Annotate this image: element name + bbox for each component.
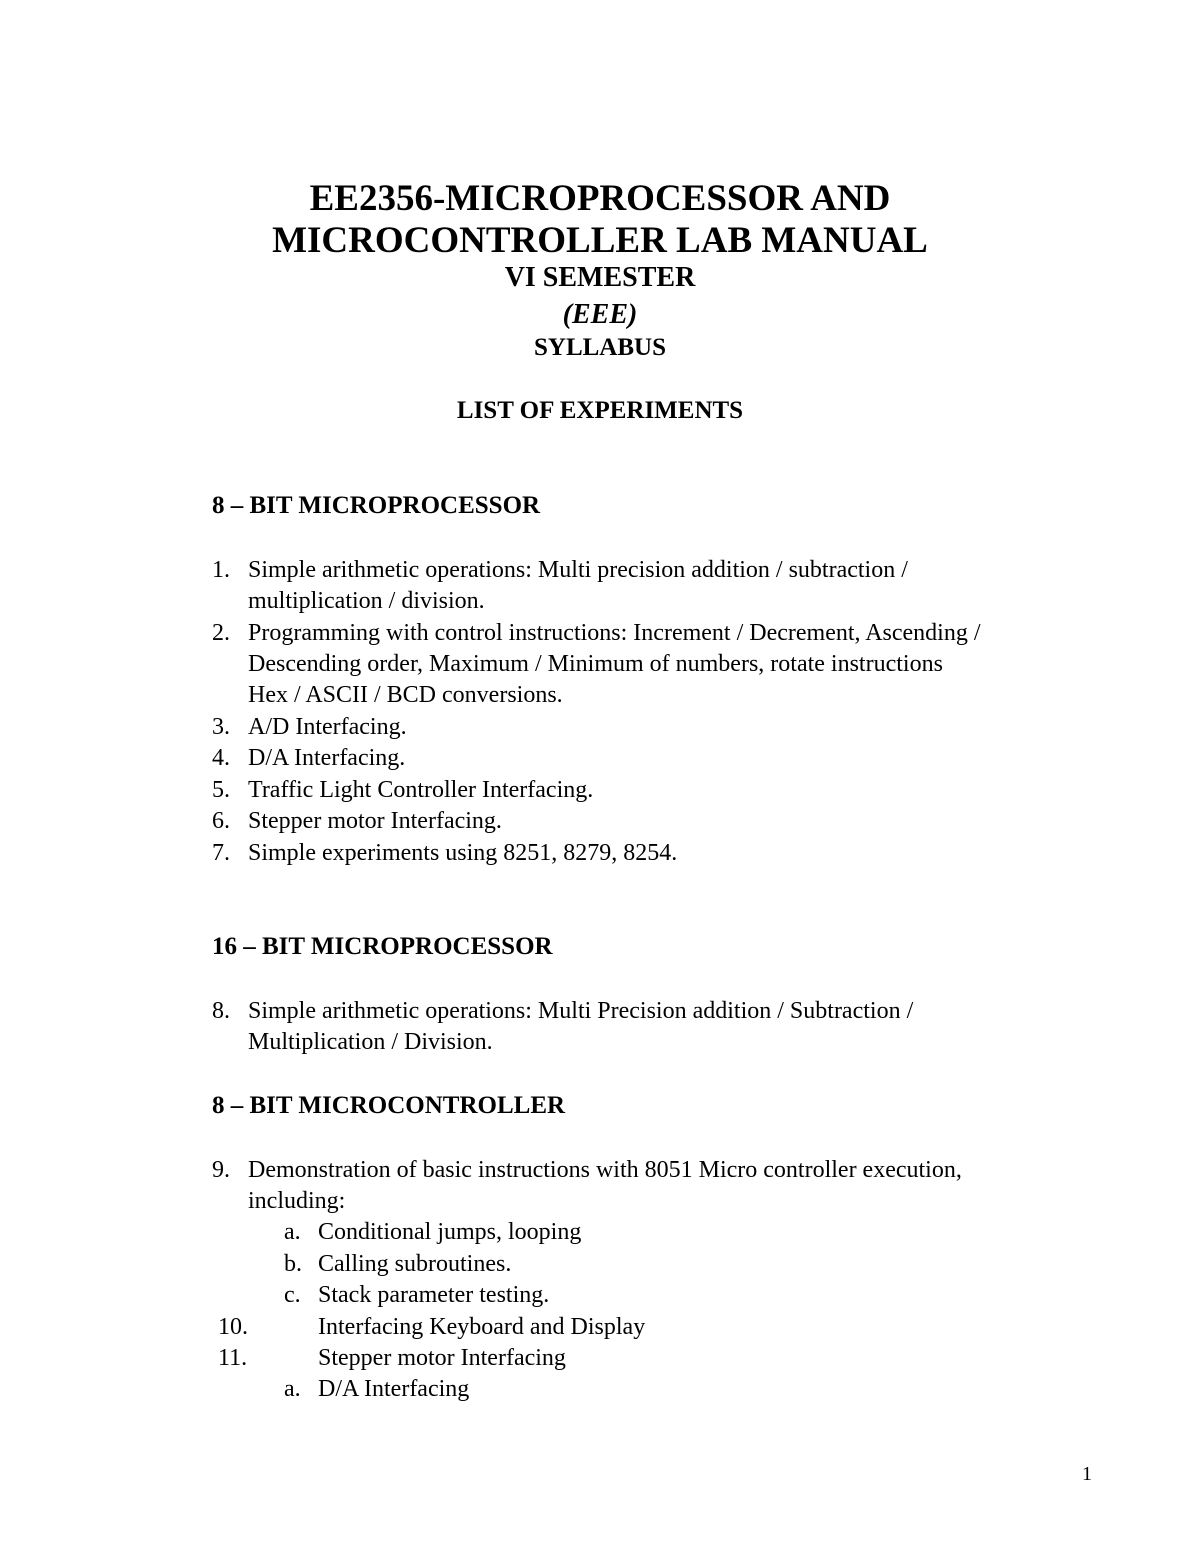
item-letter: a.: [284, 1376, 301, 1402]
item-text: Conditional jumps, looping: [318, 1219, 582, 1245]
item-text: Simple arithmetic operations: Multi precision addition / subtraction /: [248, 557, 908, 583]
item-number: 2.: [212, 620, 230, 646]
item-text: D/A Interfacing: [318, 1376, 470, 1402]
item-letter: a.: [284, 1219, 301, 1245]
item-text: Descending order, Maximum / Minimum of numbers, rotate instructions: [248, 651, 943, 677]
item-text: multiplication / division.: [248, 588, 485, 614]
item-text: including:: [248, 1188, 346, 1214]
list-heading: LIST OF EXPERIMENTS: [456, 397, 744, 424]
item-number: 6.: [212, 808, 230, 834]
document-title-line1: EE2356-MICROPROCESSOR AND: [309, 178, 891, 219]
document-title-line2: MICROCONTROLLER LAB MANUAL: [272, 220, 928, 261]
syllabus-label: SYLLABUS: [534, 334, 666, 361]
item-text: Traffic Light Controller Interfacing.: [248, 777, 594, 803]
item-text: Calling subroutines.: [318, 1251, 512, 1277]
section-heading-8bit-microcontroller: 8 – BIT MICROCONTROLLER: [212, 1092, 566, 1119]
section-heading-16bit-microprocessor: 16 – BIT MICROPROCESSOR: [212, 933, 553, 960]
item-letter: b.: [284, 1251, 302, 1277]
department-label: (EEE): [562, 299, 638, 330]
item-text: Demonstration of basic instructions with 8051 Micro controller execution,: [248, 1157, 962, 1183]
item-number: 10.: [218, 1314, 248, 1340]
item-text: A/D Interfacing.: [248, 714, 407, 740]
item-text: Stepper motor Interfacing: [318, 1345, 566, 1371]
item-number: 7.: [212, 840, 230, 866]
item-number: 5.: [212, 777, 230, 803]
item-number: 3.: [212, 714, 230, 740]
semester-label: VI SEMESTER: [504, 262, 696, 293]
item-number: 8.: [212, 998, 230, 1024]
section-heading-8bit-microprocessor: 8 – BIT MICROPROCESSOR: [212, 492, 541, 519]
item-text: Simple arithmetic operations: Multi Precision addition / Subtraction /: [248, 998, 914, 1024]
item-text: Simple experiments using 8251, 8279, 8254.: [248, 840, 678, 866]
item-text: Interfacing Keyboard and Display: [318, 1314, 646, 1340]
item-number: 11.: [218, 1345, 248, 1371]
item-text: Hex / ASCII / BCD conversions.: [248, 682, 563, 708]
item-text: Multiplication / Division.: [248, 1029, 493, 1055]
item-number: 4.: [212, 745, 230, 771]
page-number: 1: [1082, 1463, 1092, 1485]
item-text: Programming with control instructions: Increment / Decrement, Ascending /: [248, 620, 981, 646]
item-letter: c.: [284, 1282, 301, 1308]
item-text: Stepper motor Interfacing.: [248, 808, 502, 834]
item-text: D/A Interfacing.: [248, 745, 406, 771]
item-number: 1.: [212, 557, 230, 583]
item-text: Stack parameter testing.: [318, 1282, 550, 1308]
item-number: 9.: [212, 1157, 230, 1183]
